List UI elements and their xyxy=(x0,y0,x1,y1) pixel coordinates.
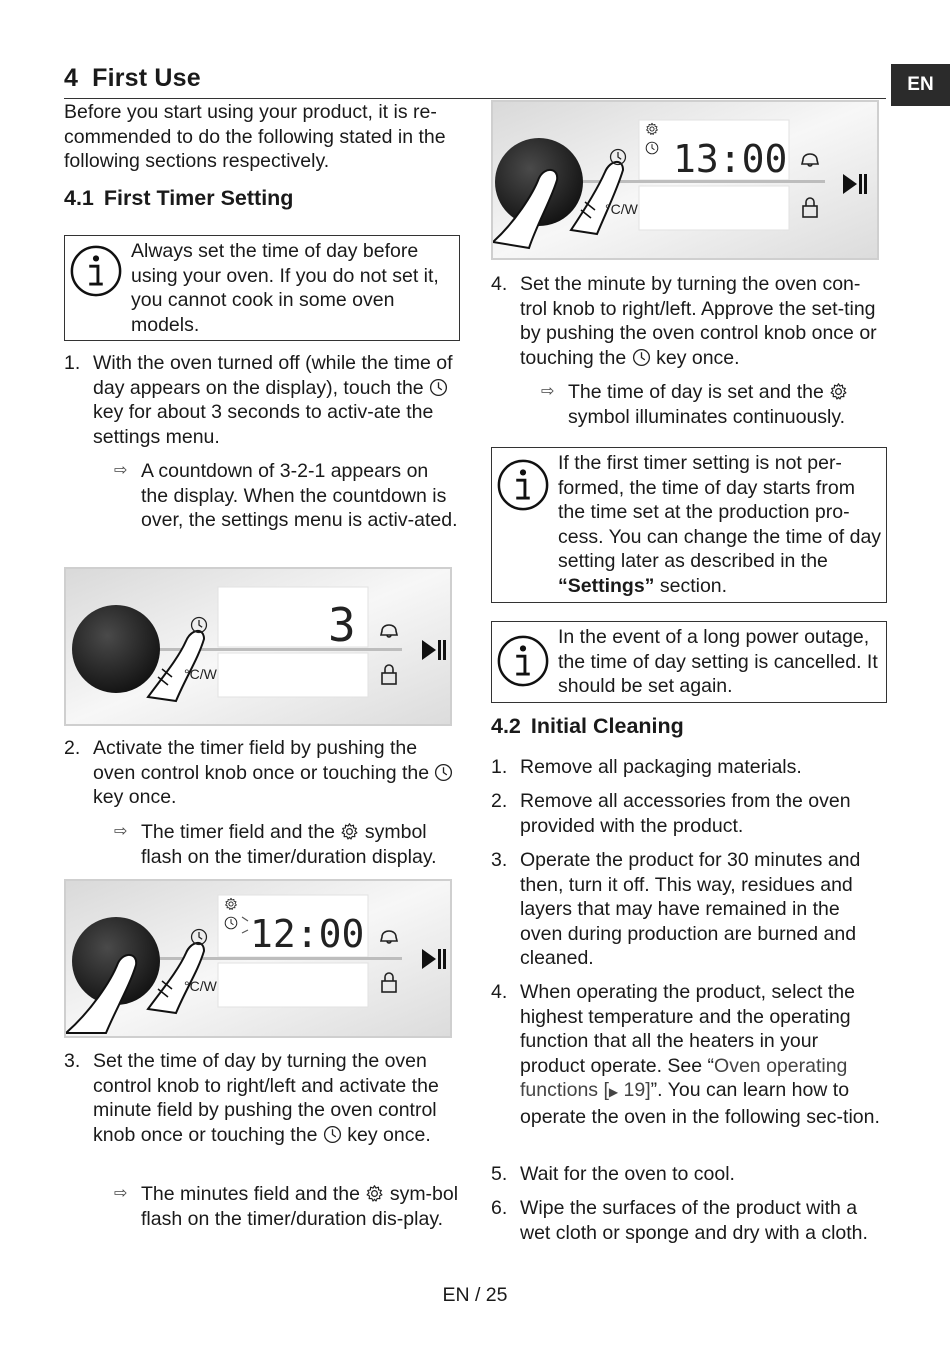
result-text-a: The minutes field and the xyxy=(141,1183,360,1205)
display-figure-minute-set xyxy=(491,100,879,260)
note-text-a: If the first timer setting is not per-formed, the time of day starts from the time set at the production pro-cess. You can change the time of day setting later as described in the xyxy=(558,452,882,572)
result-text-b: symbol flash on the timer/duration display. xyxy=(141,821,437,868)
list-item-clean-3 xyxy=(491,848,886,971)
subsection-title: Initial Cleaning xyxy=(530,714,684,738)
list-item-clean-1 xyxy=(491,755,886,780)
temp-label: °C/W xyxy=(184,666,217,682)
clock-icon xyxy=(429,378,448,397)
subsection-heading-timer xyxy=(64,186,293,211)
reference-text: Oven operating functions [ xyxy=(520,1054,848,1101)
note-text-b: section. xyxy=(659,574,728,597)
result-text-b: sym-bol flash on the timer/duration dis-play. xyxy=(141,1183,459,1230)
display-figure-timer-field xyxy=(64,879,452,1038)
language-tab: EN xyxy=(891,64,950,106)
list-text xyxy=(520,980,886,1129)
result-step-2 xyxy=(114,820,462,869)
list-number: 2. xyxy=(491,790,508,812)
list-text xyxy=(93,736,460,810)
list-text: Operate the product for 30 minutes and then, turn it off. This way, residues and layers that may have remained in the oven during production are burned and cleaned. xyxy=(520,849,861,969)
list-item-clean-4 xyxy=(491,980,886,1129)
subsection-title: First Timer Setting xyxy=(103,186,294,210)
clock-icon xyxy=(434,763,453,782)
step-text-b: key once. xyxy=(347,1123,431,1146)
gear-icon xyxy=(340,822,359,841)
clock-icon xyxy=(323,1125,342,1144)
step-text-a: Activate the timer field by pushing the oven control knob once or touching the xyxy=(93,737,430,784)
list-number: 6. xyxy=(491,1197,508,1219)
temp-label: °C/W xyxy=(605,201,638,217)
page-footer: EN / 25 xyxy=(442,1284,508,1306)
info-note-power-outage xyxy=(491,621,887,703)
display-figure-countdown xyxy=(64,567,452,726)
result-text-b: symbol illuminates continuously. xyxy=(568,405,846,428)
list-text: Remove all packaging materials. xyxy=(520,756,802,778)
time-readout: 12:00 xyxy=(250,912,365,956)
list-number: 1. xyxy=(64,352,81,374)
list-item-clean-5 xyxy=(491,1162,886,1187)
list-item-clean-2 xyxy=(491,789,886,838)
result-arrow-icon: ⇨ xyxy=(541,383,555,400)
subsection-heading-cleaning xyxy=(491,714,684,739)
step-text-b: key once. xyxy=(93,786,177,808)
countdown-digit: 3 xyxy=(328,598,356,652)
page-arrow-icon: ▶ xyxy=(608,1085,619,1099)
note-text: In the event of a long power outage, the time of day setting is cancelled. It should be set again. xyxy=(558,626,878,697)
heading-rule xyxy=(64,98,886,99)
step-text-b: key for about 3 seconds to activ-ate the settings menu. xyxy=(93,401,434,448)
result-step-3 xyxy=(114,1182,459,1231)
list-number: 2. xyxy=(64,737,81,759)
result-text-a: The time of day is set and the xyxy=(568,381,824,403)
result-step-4 xyxy=(541,380,886,429)
list-item-step-4 xyxy=(491,272,886,370)
note-text: Always set the time of day before using your oven. If you do not set it, you cannot cook in some oven models. xyxy=(131,240,439,336)
settings-reference: “Settings” xyxy=(558,574,655,597)
info-icon xyxy=(496,458,550,512)
list-text xyxy=(520,272,886,370)
list-text xyxy=(93,1049,460,1147)
reference-page: 19] xyxy=(623,1079,651,1101)
oven-display-illustration xyxy=(66,569,450,724)
subsection-number: 4.1 xyxy=(64,186,94,210)
list-item-step-2 xyxy=(64,736,460,810)
list-text: Wait for the oven to cool. xyxy=(520,1163,735,1185)
result-arrow-icon: ⇨ xyxy=(114,1185,128,1202)
step-text-a: Set the time of day by turning the oven control knob to right/left and activate the minute field by pushing the oven control knob once or touching the xyxy=(93,1050,439,1146)
step-text-a: With the oven turned off (while the time of day appears on the display), touch the xyxy=(93,352,453,399)
list-number: 4. xyxy=(491,273,508,295)
result-arrow-icon: ⇨ xyxy=(114,823,128,840)
oven-display-illustration xyxy=(493,102,877,258)
gear-icon xyxy=(829,382,848,401)
section-title: First Use xyxy=(92,64,201,92)
result-text xyxy=(141,820,462,869)
gear-icon xyxy=(365,1184,384,1203)
result-step-1 xyxy=(114,459,459,533)
temp-label: °C/W xyxy=(184,978,217,994)
list-number: 3. xyxy=(491,849,508,871)
list-number: 1. xyxy=(491,756,508,778)
info-note-first-setting xyxy=(491,447,887,603)
list-text-b: ”. You can learn how to operate the oven in the following sec-tion. xyxy=(520,1079,880,1128)
list-number: 5. xyxy=(491,1163,508,1185)
list-text-a: When operating the product, select the highest temperature and the operating function that all the heaters in your product operate. See “ xyxy=(520,981,855,1077)
result-text xyxy=(568,380,886,429)
subsection-number: 4.2 xyxy=(491,714,521,738)
info-note-time-of-day xyxy=(64,235,460,341)
intro-paragraph: Before you start using your product, it is re-commended to do the following stated in the following sections respectively. xyxy=(64,101,446,172)
result-text-a: The timer field and the xyxy=(141,821,336,843)
info-icon xyxy=(496,634,550,688)
step-text-b: key once. xyxy=(656,346,740,369)
list-item-step-1 xyxy=(64,351,460,449)
list-number: 3. xyxy=(64,1050,81,1072)
step-text-a: Set the minute by turning the oven con-trol knob to right/left. Approve the set-ting by pushing the oven control knob once or touching the xyxy=(520,273,877,369)
time-readout: 13:00 xyxy=(673,137,788,181)
result-text xyxy=(141,1182,459,1231)
list-text: Wipe the surfaces of the product with a wet cloth or sponge and dry with a cloth. xyxy=(520,1197,868,1244)
section-number: 4 xyxy=(64,64,79,92)
oven-display-illustration xyxy=(66,881,450,1036)
note-text xyxy=(558,451,882,598)
clock-icon xyxy=(632,348,651,367)
result-arrow-icon: ⇨ xyxy=(114,462,128,479)
info-icon xyxy=(69,244,123,298)
list-text: Remove all accessories from the oven provided with the product. xyxy=(520,790,851,837)
list-item-clean-6 xyxy=(491,1196,886,1245)
list-number: 4. xyxy=(491,981,508,1003)
list-item-step-3 xyxy=(64,1049,460,1147)
section-heading xyxy=(64,64,201,93)
result-text: A countdown of 3-2-1 appears on the display. When the countdown is over, the settings menu is activ-ated. xyxy=(141,460,458,531)
list-text xyxy=(93,351,460,449)
